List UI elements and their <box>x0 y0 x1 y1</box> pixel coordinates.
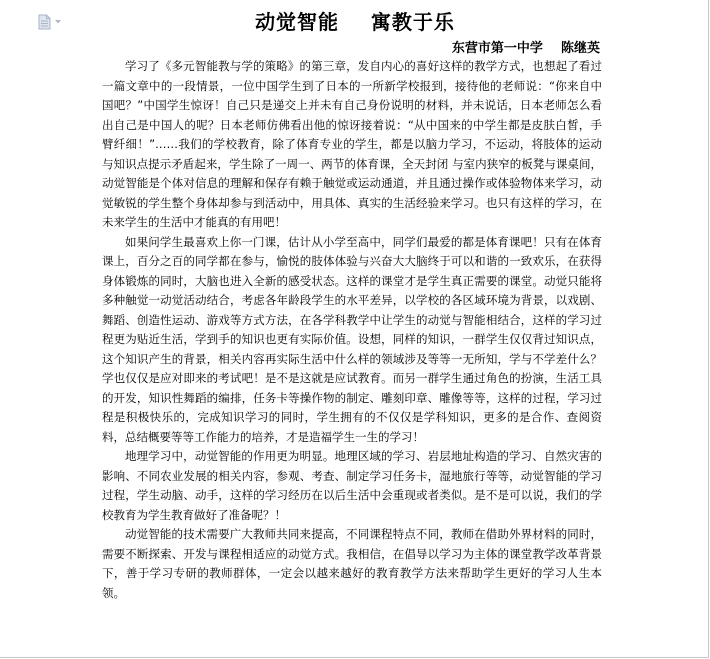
document-title: 动觉智能 寓教于乐 <box>255 10 455 34</box>
paragraph-1: 学习了《多元智能教与学的策略》的第三章，发自内心的喜好这样的教学方式，也想起了看过一篇文章中的一段情景，一位中国学生到了日本的一所新学校报到，接待他的老师说：“你来自中国吧？”中国学生惊讶！自己只是递交上并未有自己身份说明的材料，并未说话，日本老师怎么看出自己是中国人的呢？日本老师仿佛看出他的惊讶接着说：“从中国来的中学生都是皮肤白皙，手臂纤细！”……我们的学校教育，除了体育专业的学生，都是以脑力学习，不运动，将肢体的运动与知识点提示矛盾起来，学生除了一周一、两节的体育课，全天封闭 与室内狭窄的板凳与课桌间，动觉智能是个体对信息的理解和保存有赖于触觉或运动通道，并且通过操作或体验物体来学习，动觉敏锐的学生整个身体却参与到活动中，用具体、真实的生活经验来学习。也只有这样的学习，在未来学生的生活中才能真的有用吧！ <box>102 59 602 229</box>
document-body <box>102 57 602 603</box>
document-author: 东营市第一中学 陈继英 <box>451 41 600 56</box>
paragraph-4: 动觉智能的技术需要广大教师共同来提高，不同课程特点不同，教师在借助外界材料的同时，需要不断探索、开发与课程相适应的动觉方式。我相信，在倡导以学习为主体的课堂教学改革背景下，善于学习专研的教师群体，一定会以越来越好的教育教学方法来帮助学生更好的学习人生本领。 <box>102 527 602 600</box>
paragraph-2: 如果问学生最喜欢上你一门课，估计从小学至高中，同学们最爱的都是体育课吧！只有在体育课上，百分之百的同学都在参与，愉悦的肢体体验与兴奋大大脑终于可以和谐的一致欢乐，在获得身体锻炼的同时，大脑也进入全新的感受状态。这样的课堂才是学生真正需要的课堂。动觉只能将多种触觉一动觉活动结合，考虑各年龄段学生的水平差异，以学校的各区域环境为背景，以戏剧、舞蹈、创造性运动、游戏等方式方法，在各学科教学中让学生的动觉与智能相结合，这样的学习过程更为贴近生活，学到手的知识也更有实际价值。设想，同样的知识，一群学生仅仅背过知识点，这个知识产生的背景，相关内容再实际生活中什么样的领域涉及等等一无所知，学与不学差什么？学也仅仅是应对即来的考试吧！是不是这就是应试教育。而另一群学生通过角色的扮演，生活工具的开发，知识性舞蹈的编排，任务卡等操作物的制定、雕刻印章、雕像等等，这样的过程，学习过程是积极快乐的，完成知识学习的同时，学生拥有的不仅仅是学科知识，更多的是合作、查阅资料，总结概要等等工作能力的培养，才是造福学生一生的学习！ <box>102 234 602 444</box>
paragraph-3: 地理学习中，动觉智能的作用更为明显。地理区域的学习、岩层地址构造的学习、自然灾害的影响、不同农业发展的相关内容，参观、考查、制定学习任务卡，湿地旅行等等，动觉智能的学习过程，学生动脑、动手，这样的学习经历在以后生活中会重现或者类似。是不是可以说，我们的学校教育为学生教育做好了准备呢？！ <box>102 449 602 522</box>
